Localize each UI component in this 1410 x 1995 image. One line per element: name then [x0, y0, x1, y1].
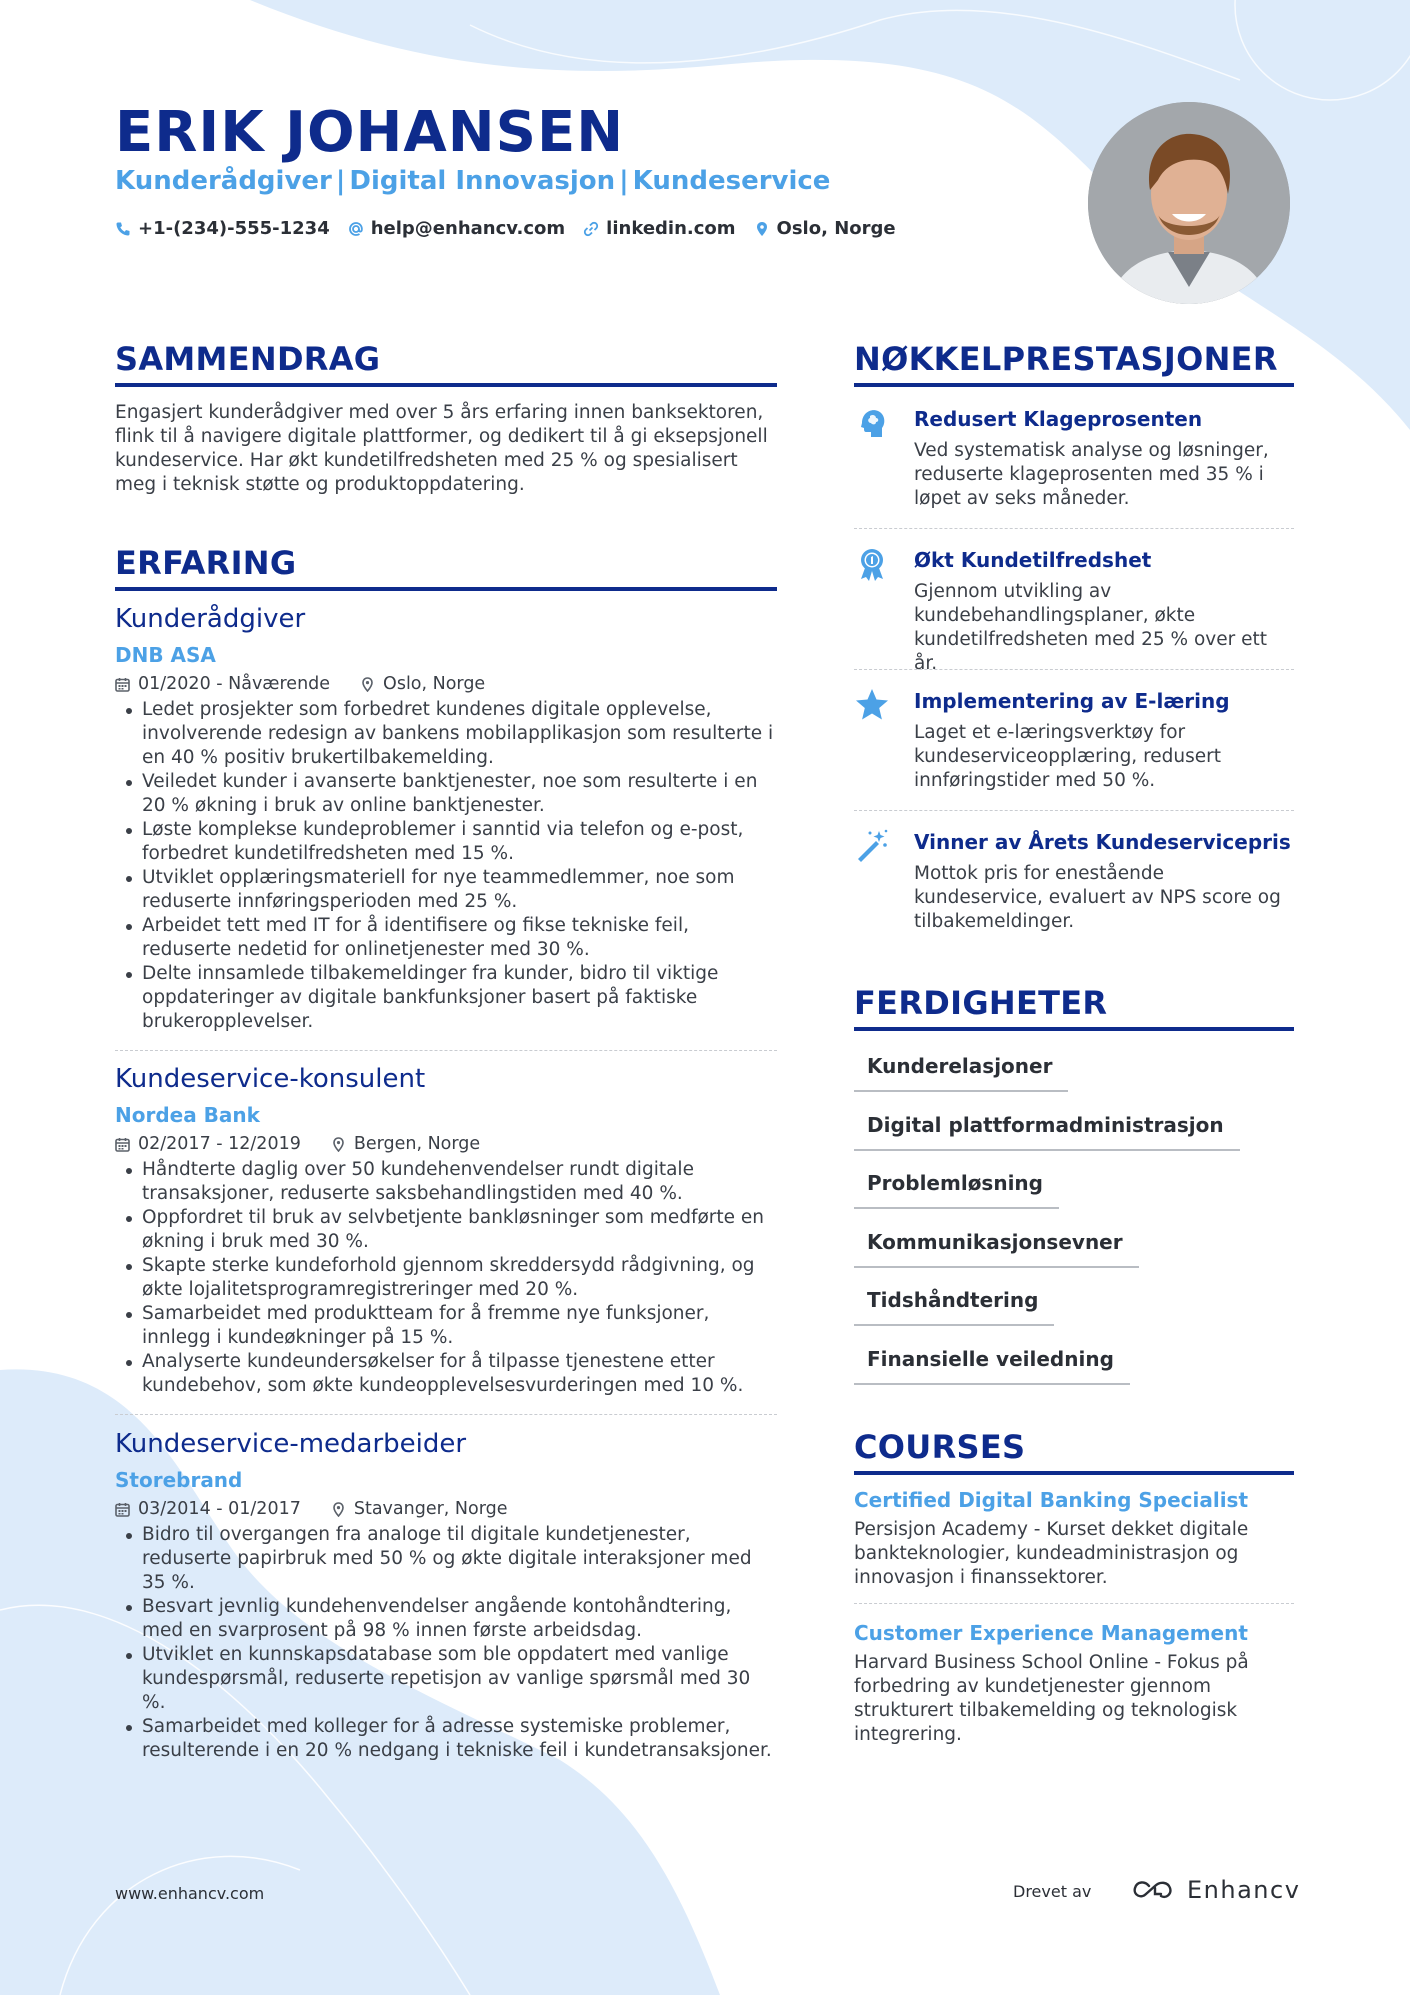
achievements-heading: NØKKELPRESTASJONER [854, 340, 1278, 378]
list-item: Oppfordret til bruk av selvbetjente bankløsninger som medførte en økning i bruk med 30 %. [142, 1206, 777, 1254]
entry-divider [115, 1414, 777, 1415]
subtitle-part: Digital Innovasjon [349, 166, 616, 196]
job-meta [115, 672, 777, 696]
courses-heading: COURSES [854, 1428, 1026, 1466]
summary-text: Engasjert kunderådgiver med over 5 års erfaring innen banksektoren, flink til å navigere digitale plattformer, og dedikert til å gi eksepsjonell kundeservice. Har økt kundetilfredsheten med 25 % og spesialisert meg i teknisk støtte og produktoppdatering. [115, 402, 768, 495]
skills-heading: FERDIGHETER [854, 984, 1108, 1022]
list-item: Utviklet opplæringsmateriell for nye teammedlemmer, noe som reduserte innføringsperioden med 25 %. [142, 866, 777, 914]
achievement-desc: Ved systematisk analyse og løsninger, reduserte klageprosenten med 35 % i løpet av seks måneder. [914, 440, 1269, 509]
list-item: Samarbeidet med produktteam for å fremme nye funksjoner, innlegg i kundeøkninger på 15 %. [142, 1302, 777, 1350]
map-pin-icon [331, 1137, 346, 1152]
skill-tag: Finansielle veiledning [854, 1345, 1130, 1385]
location-text: Oslo, Norge [776, 218, 896, 239]
calendar-icon [115, 1137, 130, 1152]
course-title: Certified Digital Banking Specialist [854, 1488, 1249, 1512]
footer-url[interactable]: www.enhancv.com [115, 1884, 265, 1903]
at-sign-icon [348, 221, 364, 237]
calendar-icon [115, 677, 130, 692]
linkedin-text: linkedin.com [606, 218, 736, 239]
location-text: Bergen, Norge [353, 1134, 481, 1154]
location-text: Oslo, Norge [383, 674, 486, 694]
section-divider [854, 383, 1294, 387]
job-bullets [115, 698, 777, 1034]
job-title: Kunderådgiver [115, 604, 306, 634]
course-item [854, 1486, 1294, 1590]
job-location [360, 672, 485, 696]
link-icon [583, 221, 599, 237]
skill-tag: Kommunikasjonsevner [854, 1228, 1139, 1268]
enhancv-logo-icon [1131, 1878, 1179, 1902]
job-bullets [115, 1158, 777, 1398]
achievement-title: Implementering av E-læring [914, 689, 1230, 713]
subtitle-part: Kunderådgiver [115, 166, 332, 196]
achievement-item [854, 828, 1294, 934]
section-divider [854, 1027, 1294, 1031]
skill-tag: Kunderelasjoner [854, 1052, 1068, 1092]
phone-text: +1-(234)-555-1234 [138, 218, 330, 239]
achievement-title: Redusert Klageprosenten [914, 407, 1203, 431]
summary-heading: SAMMENDRAG [115, 340, 381, 378]
dates-text: 01/2020 - Nåværende [138, 674, 331, 694]
job-meta [115, 1497, 777, 1521]
company-name: Nordea Bank [115, 1103, 260, 1127]
dates-text: 03/2014 - 01/2017 [138, 1499, 301, 1519]
job-title: Kundeservice-konsulent [115, 1064, 426, 1094]
contact-location [754, 218, 896, 239]
skill-tag: Problemløsning [854, 1169, 1059, 1209]
list-item: Delte innsamlede tilbakemeldinger fra kunder, bidro til viktige oppdateringer av digitale bankfunksjoner basert på faktiske brukeropplevelser. [142, 962, 777, 1034]
course-desc: Harvard Business School Online - Fokus på forbedring av kundetjenester gjennom strukturert tilbakemelding og teknologisk integrering. [854, 1652, 1249, 1745]
contact-bar [115, 218, 896, 239]
list-item: Bidro til overgangen fra analoge til digitale kundetjenester, reduserte papirbruk med 50 % og økte digitale interaksjoner med 35 %. [142, 1523, 777, 1595]
job-dates [115, 672, 330, 696]
job-title: Kundeservice-medarbeider [115, 1429, 467, 1459]
award-ribbon-icon [854, 546, 890, 582]
list-item: Besvart jevnlig kundehenvendelser angående kontohåndtering, med en svarprosent på 98 % innen første arbeidsdag. [142, 1595, 777, 1643]
list-item: Arbeidet tett med IT for å identifisere og fikse tekniske feil, reduserte nedetid for onlinetjenester med 30 %. [142, 914, 777, 962]
company-name: DNB ASA [115, 643, 216, 667]
list-item: Skapte sterke kundeforhold gjennom skreddersydd rådgivning, og økte lojalitetsprogramregistreringer med 20 %. [142, 1254, 777, 1302]
achievement-title: Økt Kundetilfredshet [914, 548, 1152, 572]
achievement-desc: Mottok pris for enestående kundeservice, evaluert av NPS score og tilbakemeldinger. [914, 863, 1281, 932]
candidate-name: ERIK JOHANSEN [115, 100, 625, 165]
profile-photo [1088, 102, 1290, 304]
star-icon [854, 687, 890, 723]
avatar [1088, 102, 1290, 304]
list-item: Løste komplekse kundeproblemer i sanntid via telefon og e-post, forbedret kundetilfredsheten med 15 %. [142, 818, 777, 866]
candidate-subtitle [115, 166, 830, 196]
skill-tag: Digital plattformadministrasjon [854, 1111, 1240, 1151]
location-text: Stavanger, Norge [353, 1499, 508, 1519]
job-meta [115, 1132, 777, 1156]
job-location [331, 1132, 480, 1156]
job-location [331, 1497, 508, 1521]
map-pin-icon [360, 677, 375, 692]
map-pin-icon [754, 221, 770, 237]
list-item: Håndterte daglig over 50 kundehenvendelser rundt digitale transaksjoner, reduserte saksbehandlingstiden med 40 %. [142, 1158, 777, 1206]
achievement-item [854, 405, 1294, 511]
brain-head-icon [854, 405, 890, 441]
map-pin-icon [331, 1502, 346, 1517]
calendar-icon [115, 1502, 130, 1517]
dates-text: 02/2017 - 12/2019 [138, 1134, 301, 1154]
skill-tag: Tidshåndtering [854, 1286, 1054, 1326]
achievement-title: Vinner av Årets Kundeservicepris [914, 830, 1291, 854]
course-desc: Persisjon Academy - Kurset dekket digitale bankteknologier, kundeadministrasjon og innovasjon i finanssektorer. [854, 1519, 1249, 1588]
job-dates [115, 1497, 301, 1521]
section-divider [115, 383, 777, 387]
experience-item [115, 1427, 777, 1763]
subtitle-separator: | [619, 166, 629, 196]
list-item: Samarbeidet med kolleger for å adresse systemiske problemer, resulterende i en 20 % nedgang i tekniske feil i kundetransaksjoner. [142, 1715, 777, 1763]
list-item: Ledet prosjekter som forbedret kundenes digitale opplevelse, involverende redesign av bankens mobilapplikasjon som resulterte i en 40 % positiv brukertilbakemelding. [142, 698, 777, 770]
job-dates [115, 1132, 301, 1156]
brand-name: Enhancv [1187, 1876, 1301, 1904]
contact-phone[interactable] [115, 218, 330, 239]
course-title: Customer Experience Management [854, 1621, 1248, 1645]
achievement-item [854, 687, 1294, 793]
list-item: Veiledet kunder i avanserte banktjenester, noe som resulterte i en 20 % økning i bruk av online banktjenester. [142, 770, 777, 818]
phone-icon [115, 221, 131, 237]
section-divider [115, 587, 777, 591]
entry-divider [115, 1050, 777, 1051]
subtitle-separator: | [335, 166, 346, 196]
list-item: Utviklet en kunnskapsdatabase som ble oppdatert med vanlige kundespørsmål, reduserte repetisjon av vanlige spørsmål med 30 %. [142, 1643, 777, 1715]
experience-item [115, 602, 777, 1034]
entry-divider [854, 1603, 1294, 1604]
email-text: help@enhancv.com [370, 218, 566, 239]
footer-powered-by: Drevet av [1013, 1882, 1092, 1901]
course-item [854, 1619, 1294, 1747]
contact-linkedin[interactable] [583, 218, 735, 239]
section-divider [854, 1471, 1294, 1475]
achievement-desc: Laget et e-læringsverktøy for kundeserviceopplæring, redusert innføringstider med 50 %. [914, 722, 1222, 791]
experience-heading: ERFARING [115, 544, 297, 582]
entry-divider [854, 528, 1294, 529]
entry-divider [854, 810, 1294, 811]
contact-email[interactable] [348, 218, 565, 239]
subtitle-part: Kundeservice [632, 166, 831, 196]
job-bullets [115, 1523, 777, 1763]
brand-logo[interactable] [1131, 1876, 1300, 1904]
magic-wand-icon [854, 828, 890, 864]
entry-divider [854, 669, 1294, 670]
experience-item [115, 1062, 777, 1398]
company-name: Storebrand [115, 1468, 243, 1492]
achievement-item [854, 546, 1294, 676]
list-item: Analyserte kundeundersøkelser for å tilpasse tjenestene etter kundebehov, som økte kundeopplevelsesvurderingen med 10 %. [142, 1350, 777, 1398]
achievement-desc: Gjennom utvikling av kundebehandlingsplaner, økte kundetilfredsheten med 25 % over ett år. [914, 581, 1268, 674]
